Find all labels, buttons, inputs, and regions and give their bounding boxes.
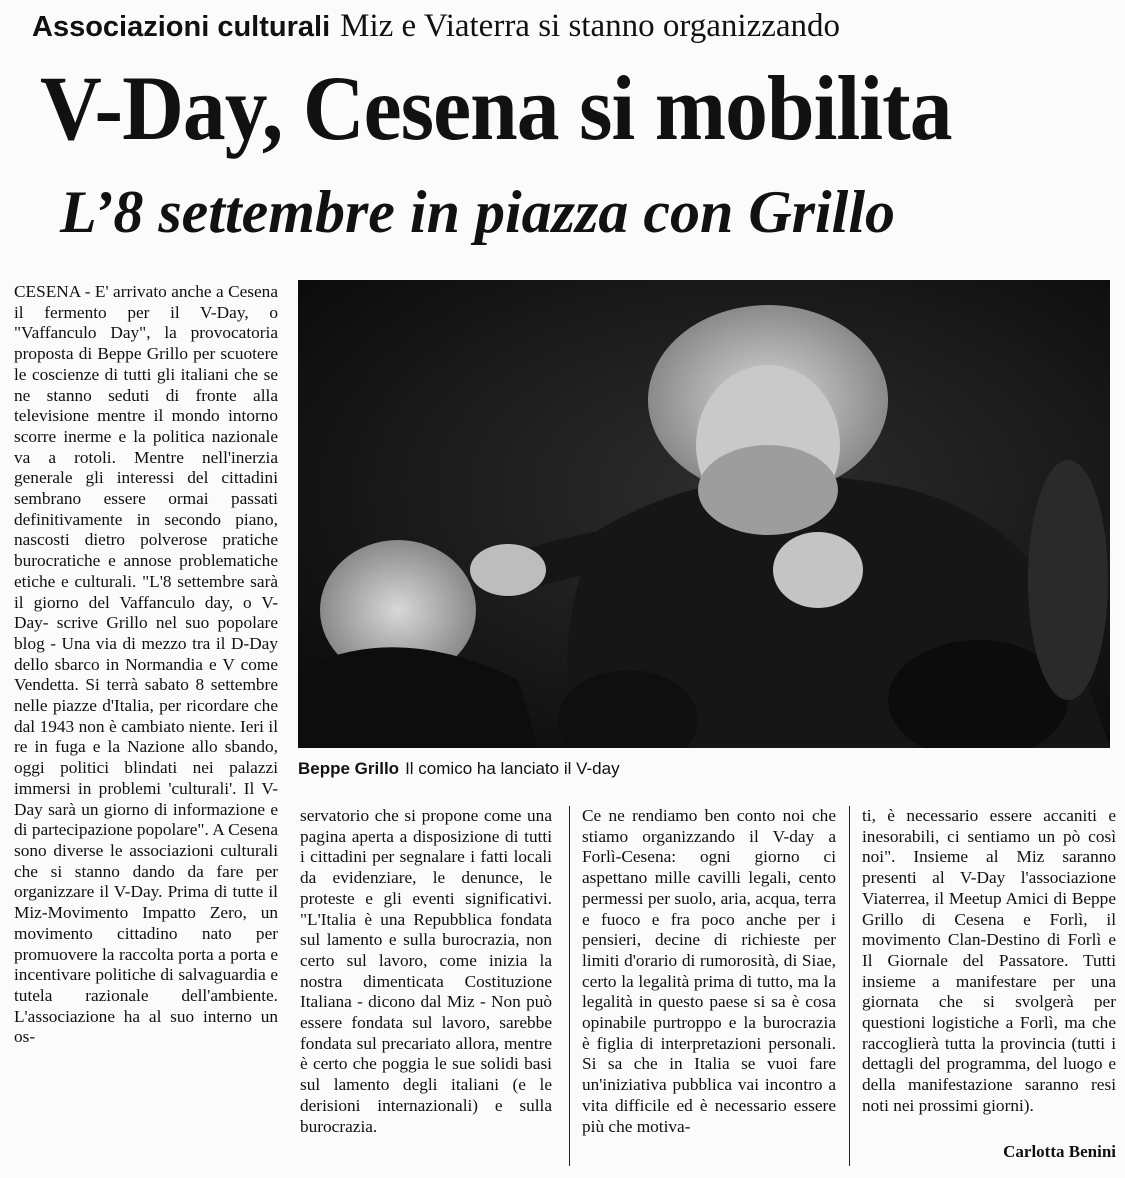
column-text: ti, è necessario essere accaniti e inesorabili, ci sentiamo un pò così noi". Insieme al Miz saranno presenti al V-Day l'associazione Viaterrea, il Meetup Amici di Beppe Grillo di Cesena e Forlì, il movimento Clan-Destino di Forlì e Il Giornale del Passatore. Tutti insieme a manifestare per una giornata che si svolgerà per questioni logistiche a Forlì, ma che raccoglierà tutta la provincia (tutti i dettagli del programma, del luogo e della manifestazione saranno resi noti nei prossimi giorni). [862,806,1116,1115]
subheadline: L’8 settembre in piazza con Grillo [60,179,896,245]
photo-caption [298,757,1110,781]
article-column-4 [862,806,1116,1136]
article-column-3 [582,806,836,1166]
photo [298,280,1110,748]
byline: Carlotta Benini [1003,1142,1116,1161]
caption-name: Beppe Grillo [298,759,400,778]
column-text: Ce ne rendiamo ben conto noi che stiamo organizzando il V-day a Forlì-Cesena: ogni giorno ci aspettano mille cavilli legali, cento permessi per suolo, aria, acqua, terra e fuoco e fra poco anche per i pensieri, decine di richieste per limiti d'orario di rumorosità, di Siae, certo la legalità prima di tutto, ma la legalità in questo paese si sa è cosa opinabile purtroppo e la burocrazia è figlia di interpretazioni personali. Si sa che in Italia se vuoi fare un'iniziativa pubblica vai incontro a vita difficile ed è necessario essere più che motiva- [582,806,836,1136]
column-text: CESENA - E' arrivato anche a Cesena il fermento per il V-Day, o "Vaffanculo Day", la provocatoria proposta di Beppe Grillo per scuotere le coscienze di tutti gli italiani che se ne stanno seduti di fronte alla televisione mentre il mondo intorno scorre inerme e la politica nazionale va a rotoli. Mentre nell'inerzia generale gli interessi del cittadini sembrano essere ormai passati definitivamente in secondo piano, nascosti dietro polverose pratiche burocratiche e annose problematiche etiche e culturali. "L'8 settembre sarà il giorno del Vaffanculo day, o V-Day- scrive Grillo nel suo popolare blog - Una via di mezzo tra il D-Day dello sbarco in Normandia e V come Vendetta. Si terrà sabato 8 settembre nelle piazze d'Italia, per ricordare che dal 1943 non è cambiato niente. Ieri il re in fuga e la Nazione allo sbando, oggi politici blindati nei palazzi immersi in problemi 'culturali'. Il V-Day sarà un giorno di informazione e di partecipazione popolare". A Cesena sono diverse le associazioni culturali che si stanno dando da fare per organizzare il V-Day. Prima di tutte il Miz-Movimento Impatto Zero, un movimento cittadino nato per promuovere la raccolta porta a porta e incentivare politiche di salvaguardia e tutela razionale dell'ambiente. L'associazione ha al suo interno un os- [14,282,278,1047]
beppe-grillo-photo [298,280,1110,748]
article-column-2 [300,806,552,1166]
column-divider [569,806,570,1166]
headline: V-Day, Cesena si mobilita [40,57,952,159]
kicker-text: Miz e Viaterra si stanno organizzando [340,8,841,44]
caption-text: Il comico ha lanciato il V-day [405,759,620,778]
article-column-1 [14,282,278,1166]
section-label: Associazioni culturali [32,11,331,43]
column-text: servatorio che si propone come una pagina aperta a disposizione di tutti i cittadini per segnalare i fatti locali da evidenziare, le denunce, le proteste e gli eventi significativi. "L'Italia è una Repubblica fondata sul lamento e sulla burocrazia, non certo sul lavoro, come inizia la nostra dimenticata Costituzione Italiana - dicono dal Miz - Non può essere fondata sul lavoro, sarebbe fondata sul precariato allora, mentre è certo che poggia le sue solidi basi sul lamento degli italiani (e le derisioni internazionali) e sulla burocrazia. [300,806,552,1136]
column-divider [849,806,850,1166]
kicker [32,8,1102,50]
